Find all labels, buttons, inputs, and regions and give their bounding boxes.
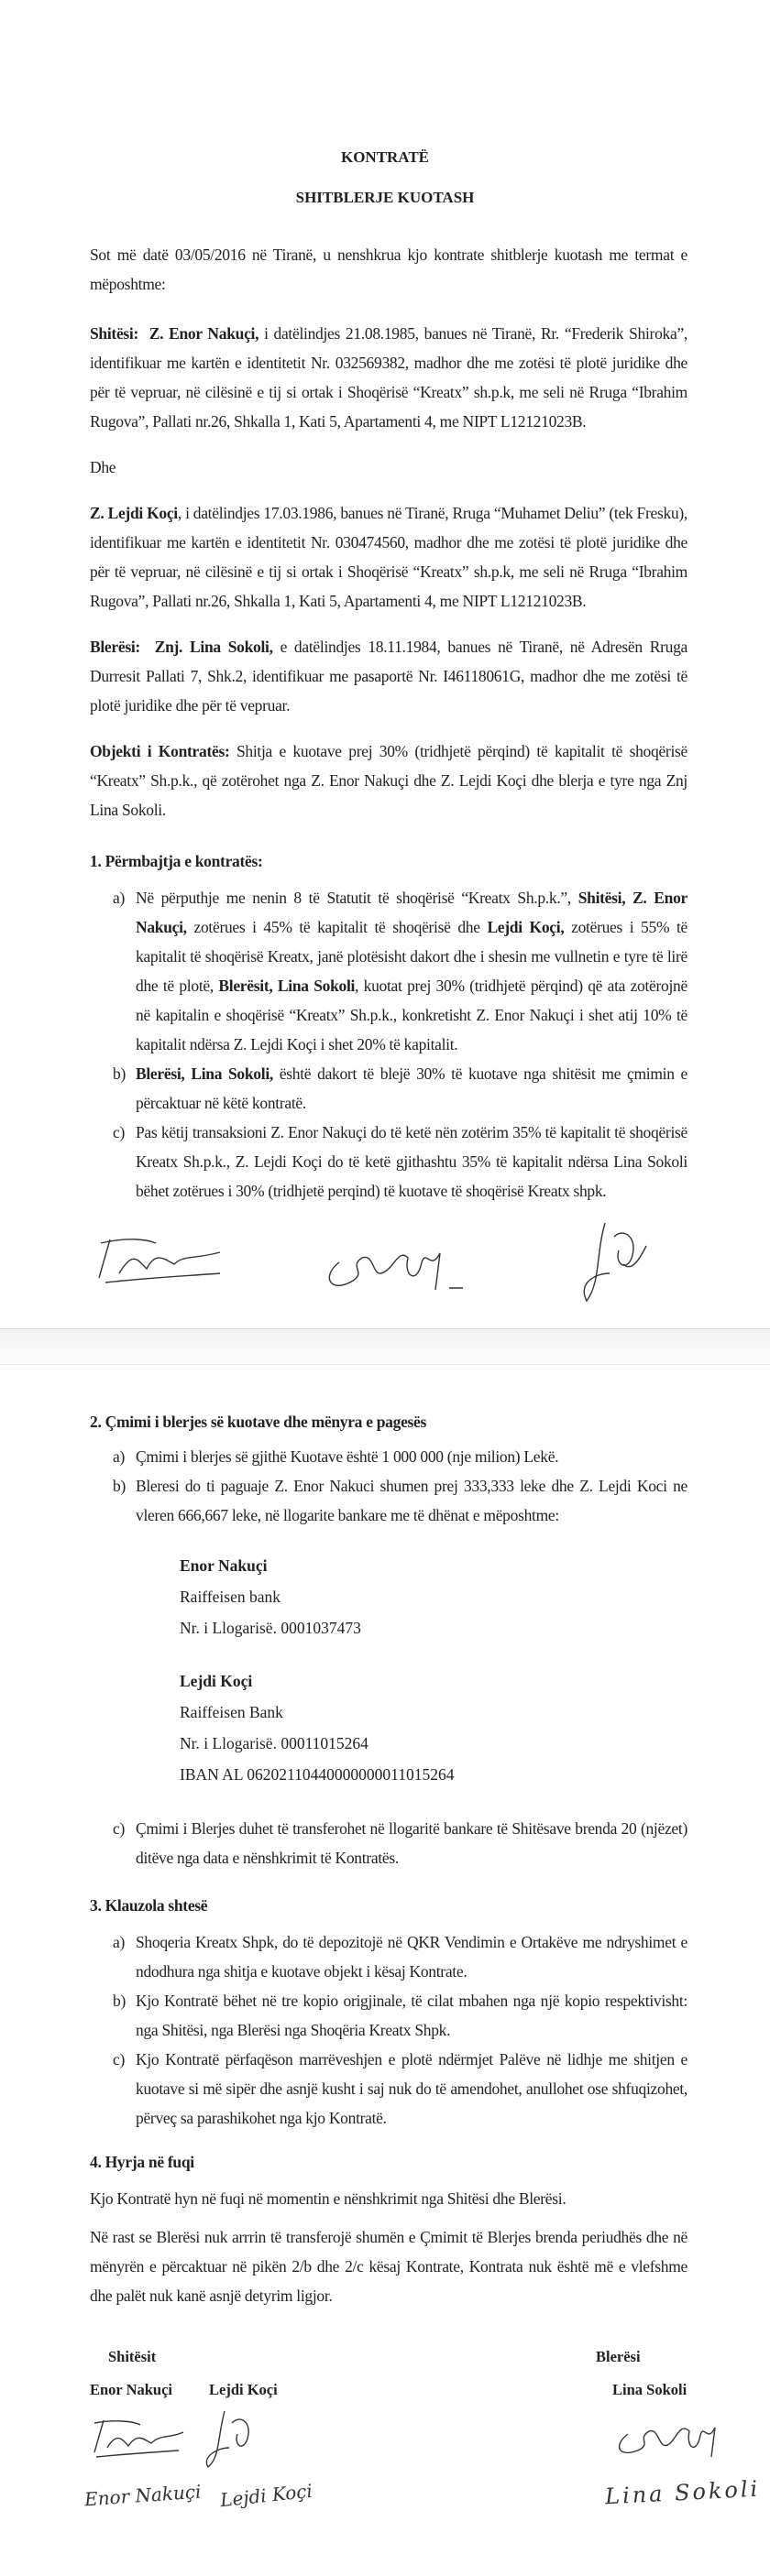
account-holder: Lejdi Koçi bbox=[180, 1672, 253, 1690]
item-marker: c) bbox=[113, 2050, 125, 2068]
item-text: Çmimi i Blerjes duhet të transferohet në llogaritë bankare të Shitësave brenda 20 (njëzet) ditëve nga data e nënshkrimit të Kontratës. bbox=[136, 1819, 688, 1867]
bank-name: Raiffeisen bank bbox=[180, 1588, 280, 1606]
contract-page-2 bbox=[0, 1365, 770, 2576]
bank-account-lejdi bbox=[180, 1665, 770, 1790]
item-marker: b) bbox=[113, 1477, 126, 1495]
list-item bbox=[90, 1986, 688, 2045]
section-4-heading: 4. Hyrja në fuqi bbox=[90, 2153, 194, 2171]
section-1-heading: 1. Përmbajtja e kontratës: bbox=[90, 852, 263, 870]
section-2-list-ab bbox=[90, 1442, 688, 1530]
item-text: është dakort të blejë 30% të kuotave nga shitësit me çmimin e përcaktuar në këtë kontratë. bbox=[136, 1064, 688, 1112]
item-bold: Blerësi, Lina Sokoli, bbox=[136, 1064, 273, 1083]
item-text: Në përputhje me nenin 8 të Statutit të shoqërisë “Kreatx Sh.p.k.”, bbox=[136, 889, 578, 907]
buyer-paragraph bbox=[90, 632, 688, 720]
sellers-label: Shitësit bbox=[108, 2348, 157, 2365]
section-3-list bbox=[90, 1927, 688, 2133]
item-bold: Shitësi, Z. Enor Nakuçi, bbox=[136, 889, 688, 936]
list-item bbox=[90, 1059, 688, 1118]
handwritten-enor-nakuci: Enor Nakuçi bbox=[83, 2480, 203, 2511]
handwritten-lejdi-koci: Lejdi Koçi bbox=[219, 2479, 314, 2512]
item-text: Kjo Kontratë përfaqëson marrëveshjen e plotë ndërmjet Palëve në lidhje me shitjen e kuotave si më sipër dhe asnjë kusht i saj nuk do të amendohet, anullohet ose shfuqizohet, përveç sa parashikohet nga kjo Kontratë. bbox=[136, 2050, 688, 2127]
seller-label: Shitësi: bbox=[90, 324, 139, 343]
item-text: Pas këtij transaksioni Z. Enor Nakuçi do të ketë nën zotërim 35% të kapitalit të shoqërisë Kreatx Sh.p.k., Z. Lejdi Koçi do të ketë gjithashtu 35% të kapitalit ndërsa Lina Sokoli bëhet zotërues i 30% (tridhjetë perqind) të kuotave të shoqërisë Kreatx shpk. bbox=[136, 1123, 688, 1200]
dhe-text: Dhe bbox=[90, 458, 116, 476]
seller1-signature-name: Enor Nakuçi bbox=[90, 2381, 173, 2398]
document-subtitle: SHITBLERJE KUOTASH bbox=[295, 189, 475, 206]
iban: IBAN AL 06202110440000000011015264 bbox=[180, 1765, 455, 1784]
object-paragraph bbox=[90, 737, 688, 824]
bank-name: Raiffeisen Bank bbox=[180, 1703, 283, 1721]
item-text: Kjo Kontratë bëhet në tre kopio origjinale, të cilat mbahen nga një kopio respektivisht: nga Shitësi, nga Blerësi nga Shoqëria Kreatx Shpk. bbox=[136, 1992, 688, 2039]
buyer-signature-label: Blerësi bbox=[596, 2348, 641, 2365]
document-title: KONTRATË bbox=[340, 148, 430, 166]
signature-enor-nakuci-initial bbox=[92, 1232, 229, 1287]
item-marker: a) bbox=[113, 1447, 125, 1466]
page-separator bbox=[0, 1328, 770, 1365]
object-label: Objekti i Kontratës: bbox=[90, 742, 230, 760]
section-4-p1: Kjo Kontratë hyn në fuqi në momentin e nënshkrimit nga Shitësi dhe Blerësi. bbox=[90, 2189, 566, 2208]
handwritten-lina-sokoli: Lina Sokoli bbox=[604, 2475, 761, 2510]
account-holder: Enor Nakuçi bbox=[180, 1556, 268, 1575]
item-text: zotërues i 55% të kapitalit të shoqërisë Kreatx, janë plotësisht dakort dhe i shesin me vullnetin e tyre të lirë dhe të plotë, bbox=[136, 918, 688, 995]
signature-lejdi-koci bbox=[197, 2407, 261, 2471]
buyer-name: Znj. Lina Sokoli, bbox=[154, 638, 273, 656]
list-item bbox=[90, 1442, 688, 1471]
account-number: Nr. i Llogarisë. 0001037473 bbox=[180, 1619, 361, 1637]
section-3-heading: 3. Klauzola shtesë bbox=[90, 1896, 208, 1915]
list-item bbox=[90, 883, 688, 1059]
section-4-p2: Në rast se Blerësi nuk arrrin të transferojë shumën e Çmimit të Blerjes brenda periudhës dhe në mënyrën e përcaktuar në pikën 2/b dhe 2/c kësaj Kontrate, Kontrata nuk është më e vlefshme dhe palët nuk kanë asnjë detyrim ligjor. bbox=[90, 2228, 688, 2305]
item-marker: b) bbox=[113, 1992, 126, 2010]
intro-paragraph: Sot më datë 03/05/2016 në Tiranë, u nenshkrua kjo kontrate shitblerje kuotash me termat e mëposhtme: bbox=[90, 246, 688, 293]
object-text: Shitja e kuotave prej 30% (tridhjetë përqind) të kapitalit të shoqërisë “Kreatx” Sh.p.k., që zotërohet nga Z. Enor Nakuçi dhe Z. Lejdi Koçi dhe blerja e tyre nga Znj Lina Sokoli. bbox=[90, 742, 688, 819]
item-text: , kuotat prej 30% (tridhjetë përqind) që ata zotërojnë në kapitalin e shoqërisë “Kreatx” Sh.p.k., konkretisht Z. Enor Nakuçi i shet atij 10% të kapitalit ndërsa Z. Lejdi Koçi i shet 20% të kapitalit. bbox=[136, 977, 688, 1053]
item-text: zotërues i 45% të kapitalit të shoqërisë dhe bbox=[186, 918, 488, 936]
item-marker: a) bbox=[113, 1933, 125, 1951]
buyer-details: e datëlindjes 18.11.1984, banues në Tiranë, në Adresën Rruga Durresit Pallati 7, Shk.2, identifikuar me pasaportë Nr. I46118061G, madhor dhe me zotësi të plotë juridike dhe për të vepruar. bbox=[90, 638, 688, 715]
seller2-paragraph bbox=[90, 498, 688, 616]
list-item bbox=[90, 1927, 688, 1986]
item-marker: c) bbox=[113, 1123, 125, 1141]
buyer-label: Blerësi: bbox=[90, 638, 140, 656]
account-number: Nr. i Llogarisë. 00011015264 bbox=[180, 1734, 368, 1752]
signature-lina-sokoli bbox=[605, 2411, 742, 2461]
item-marker: c) bbox=[113, 1819, 125, 1838]
page-1-initials bbox=[0, 1218, 770, 1310]
seller2-name: Z. Lejdi Koçi bbox=[90, 504, 178, 522]
item-marker: a) bbox=[113, 889, 125, 907]
seller2-details: , i datëlindjes 17.03.1986, banues në Tiranë, Rruga “Muhamet Deliu” (tek Fresku), identifikuar me kartën e identitetit Nr. 030474560, madhor dhe me zotësi të plotë juridike dhe për të vepruar, në cilësinë e tij si ortak i Shoqërisë “Kreatx” sh.p.k, me seli në Rruga “Ibrahim Rugova”, Pallati nr.26, Shkalla 1, Kati 5, Apartamenti 4, me NIPT L12121023B. bbox=[90, 504, 688, 610]
signature-block bbox=[0, 2347, 770, 2558]
signature-enor-nakuci bbox=[87, 2416, 188, 2461]
list-item bbox=[90, 1814, 688, 1872]
item-text: Shoqeria Kreatx Shpk, do të depozitojë në QKR Vendimin e Ortakëve me ndryshimet e ndodhura nga shitja e kuotave objekt i kësaj Kontrate. bbox=[136, 1933, 688, 1981]
signature-lina-sokoli-initial bbox=[312, 1235, 468, 1299]
item-text: Çmimi i blerjes së gjithë Kuotave është 1 000 000 (nje milion) Lekë. bbox=[136, 1447, 559, 1466]
seller1-paragraph bbox=[90, 319, 688, 436]
item-bold: Lejdi Koçi, bbox=[487, 918, 565, 936]
list-item bbox=[90, 2045, 688, 2133]
seller1-name: Z. Enor Nakuçi, bbox=[148, 324, 259, 343]
list-item bbox=[90, 1471, 688, 1530]
buyer-signature-name: Lina Sokoli bbox=[612, 2381, 688, 2398]
section-1-list bbox=[90, 883, 688, 1206]
section-2-heading: 2. Çmimi i blerjes së kuotave dhe mënyra e pagesës bbox=[90, 1413, 427, 1431]
section-2-list-c bbox=[90, 1814, 688, 1872]
seller1-details: i datëlindjes 21.08.1985, banues në Tiranë, Rr. “Frederik Shiroka”, identifikuar me kartën e identitetit Nr. 032569382, madhor dhe me zotësi të plotë juridike dhe për të vepruar, në cilësinë e tij si ortak i Shoqërisë “Kreatx” sh.p.k, me seli në Rruga “Ibrahim Rugova”, Pallati nr.26, Shkalla 1, Kati 5, Apartamenti 4, me NIPT L12121023B. bbox=[90, 324, 688, 431]
list-item bbox=[90, 1118, 688, 1206]
item-text: Bleresi do ti paguaje Z. Enor Nakuci shumen prej 333,333 leke dhe Z. Lejdi Koci ne vleren 666,667 leke, në llogarite bankare me të dhënat e mëposhtme: bbox=[136, 1477, 688, 1524]
signature-lejdi-koci-initial bbox=[568, 1218, 660, 1310]
item-bold: Blerësit, Lina Sokoli bbox=[218, 977, 356, 995]
bank-account-enor bbox=[180, 1550, 770, 1643]
seller2-signature-name: Lejdi Koçi bbox=[209, 2381, 278, 2398]
item-marker: b) bbox=[113, 1064, 126, 1083]
